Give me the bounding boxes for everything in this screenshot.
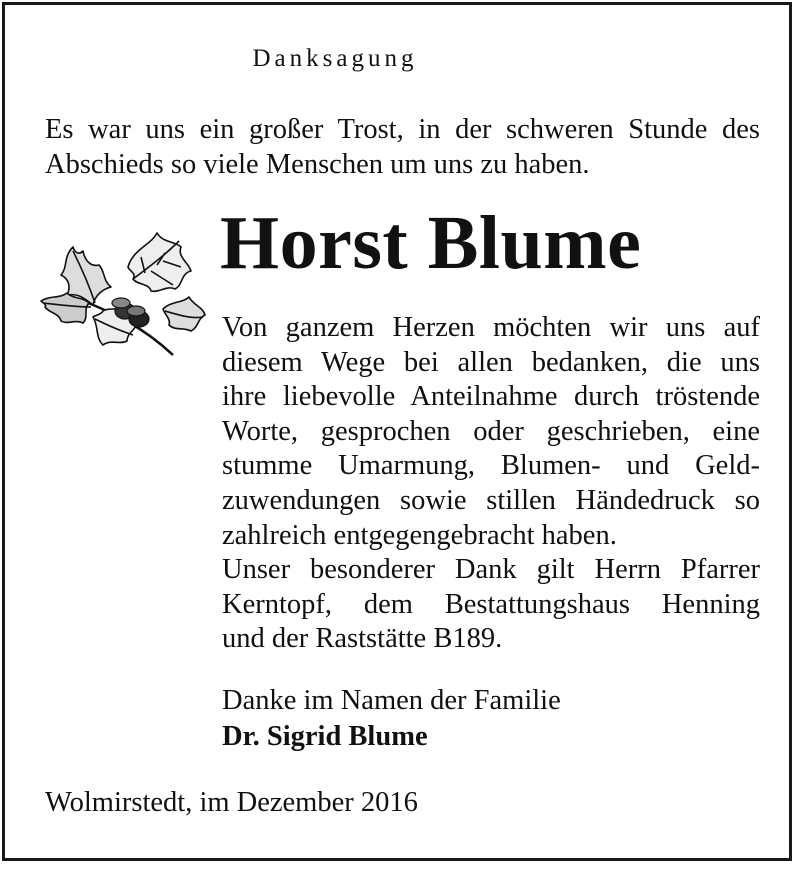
deceased-name: Horst Blume bbox=[220, 201, 642, 285]
intro-text: Es war uns ein großer Trost, in der schweren Stunde des Abschieds so viele Menschen um uns zu haben. bbox=[45, 114, 760, 180]
closing-text: Danke im Namen der Familie bbox=[222, 685, 561, 716]
body-line: zahlreich entgegengebracht haben. bbox=[222, 519, 617, 551]
thanks-paragraph-1 bbox=[222, 311, 760, 553]
place-date: Wolmirstedt, im Dezember 2016 bbox=[45, 787, 418, 818]
body-line: stumme Umarmung, Blumen- und Geld- bbox=[222, 450, 760, 482]
notice-frame bbox=[2, 2, 792, 861]
body-line: ihre liebevolle Anteilnahme durch tröstende bbox=[222, 381, 760, 413]
body-line: Von ganzem Herzen möchten wir uns auf bbox=[222, 312, 760, 343]
oak-leaves-acorn-icon bbox=[33, 227, 213, 367]
notice-heading: Danksagung bbox=[252, 45, 418, 72]
body-line: zuwendungen sowie stillen Händedruck so bbox=[222, 484, 760, 516]
body-line: Worte, gesprochen oder geschrieben, eine bbox=[222, 415, 760, 447]
thanks-body bbox=[222, 311, 760, 657]
body-line: Kerntopf, dem Bestattungshaus Henning bbox=[222, 588, 760, 620]
body-line: Unser besonderer Dank gilt Herrn Pfarrer bbox=[222, 554, 760, 586]
closing-block bbox=[222, 683, 561, 755]
thanks-paragraph-2 bbox=[222, 553, 760, 657]
signer-name: Dr. Sigrid Blume bbox=[222, 721, 428, 752]
body-line: diesem Wege bei allen bedanken, die uns bbox=[222, 346, 760, 378]
body-line: und der Raststätte B189. bbox=[222, 623, 503, 655]
